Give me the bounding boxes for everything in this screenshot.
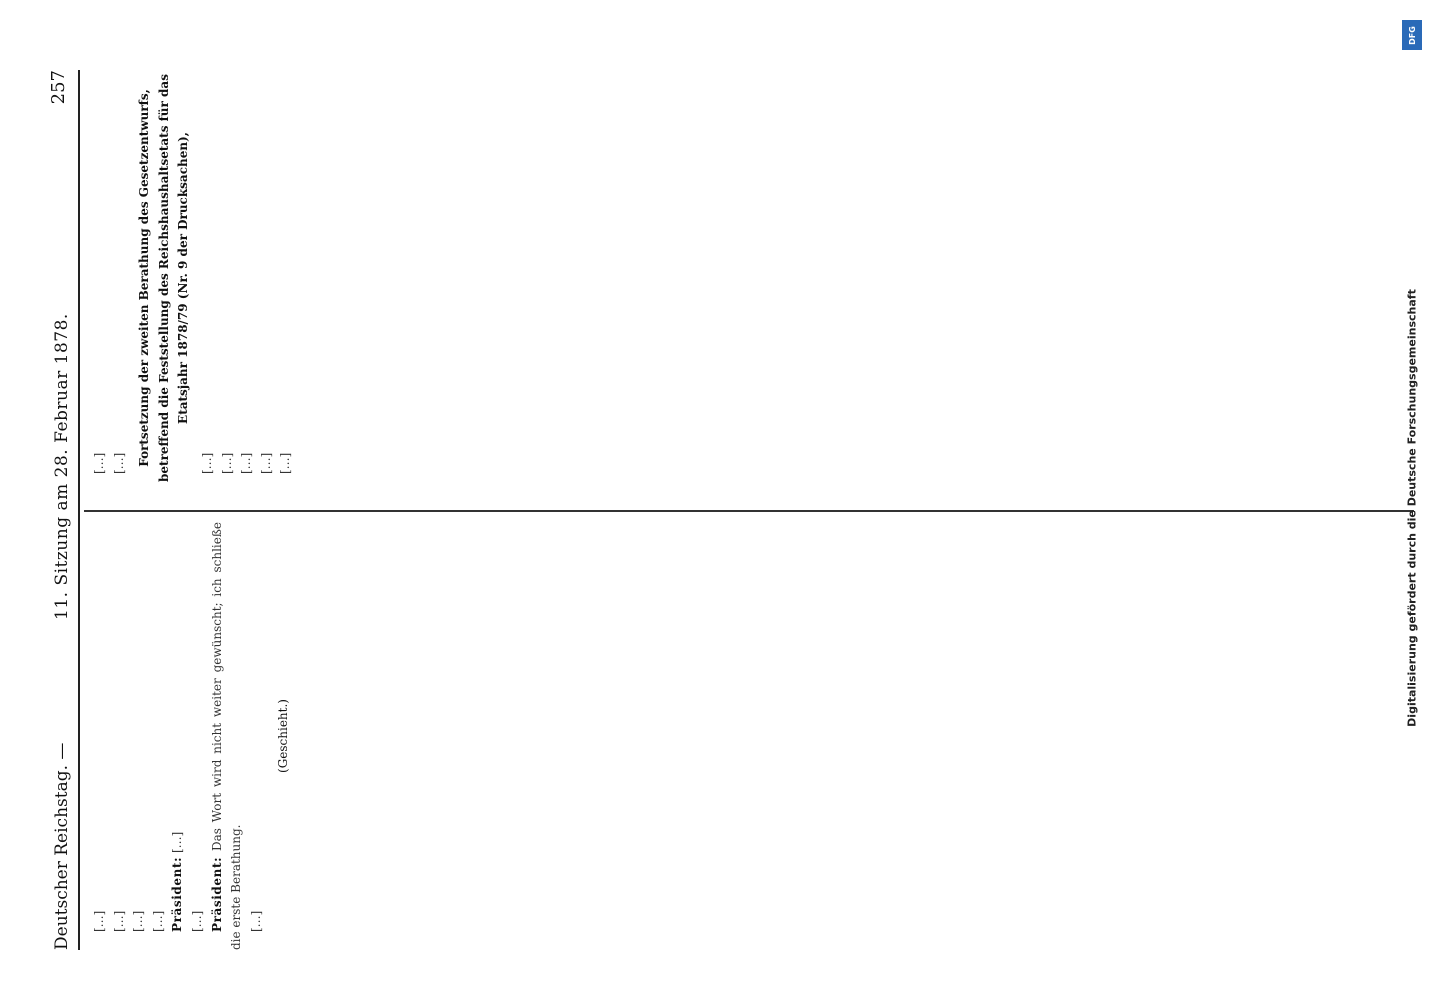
paragraph-text: […] <box>131 910 146 932</box>
paragraph <box>110 64 130 492</box>
paragraph-text: […] <box>111 910 126 932</box>
paragraph <box>90 64 110 492</box>
paragraph-text: […] <box>170 831 185 853</box>
header-left: Deutscher Reichstag. — <box>52 742 72 950</box>
paragraph <box>257 64 277 492</box>
paragraph-text: […] <box>150 910 165 932</box>
dfg-logo: DFG <box>1402 20 1422 50</box>
paragraph-text: […] <box>248 910 263 932</box>
paragraph-text: […] <box>219 452 234 474</box>
right-column <box>90 64 296 492</box>
header-rule <box>78 70 80 950</box>
paragraph-text: […] <box>199 452 214 474</box>
paragraph-text: […] <box>92 910 106 932</box>
paragraph <box>208 522 247 950</box>
left-column <box>90 522 302 950</box>
paragraph <box>218 64 238 492</box>
paragraph-text: […] <box>278 452 293 474</box>
paragraph <box>276 64 296 492</box>
speaker-name: Präsident: <box>209 856 224 932</box>
paragraph-text: […] <box>189 910 204 932</box>
paragraph-text: […] <box>92 452 106 474</box>
paragraph-text: […] <box>239 452 254 474</box>
header-session: 11. Sitzung am 28. Februar 1878. <box>52 313 72 620</box>
paragraph-text: […] <box>258 452 273 474</box>
paragraph <box>168 522 188 950</box>
column-divider <box>84 510 1414 512</box>
paragraph <box>237 64 257 492</box>
stage-direction: (Geschieht.) <box>276 699 291 773</box>
side-strip <box>1395 8 1429 992</box>
digitization-note: Digitalisierung gefördert durch die Deutsche Forschungsgemeinschaft <box>1405 289 1419 727</box>
paragraph <box>188 522 208 950</box>
paragraph <box>247 522 267 950</box>
paragraph <box>198 64 218 492</box>
running-header <box>48 70 78 950</box>
newspaper-sheet <box>10 48 1426 978</box>
paragraph <box>90 522 110 950</box>
paragraph <box>129 522 149 950</box>
section-heading: Fortsetzung der zweiten Berathung des Gesetzentwurfs, betreffend die Feststellung des Reichshaushaltsetats für das Etatsjahr 1878/79 (Nr. 9 der Drucksachen), <box>137 74 191 482</box>
paragraph-text: Das Wort wird nicht weiter gewünscht; ich schließe die erste Berathung. <box>209 522 244 950</box>
speaker-name: Präsident: <box>170 856 185 932</box>
paragraph-text: […] <box>111 452 126 474</box>
paragraph <box>149 522 169 950</box>
paragraph <box>110 522 130 950</box>
page-number: 257 <box>48 70 69 105</box>
